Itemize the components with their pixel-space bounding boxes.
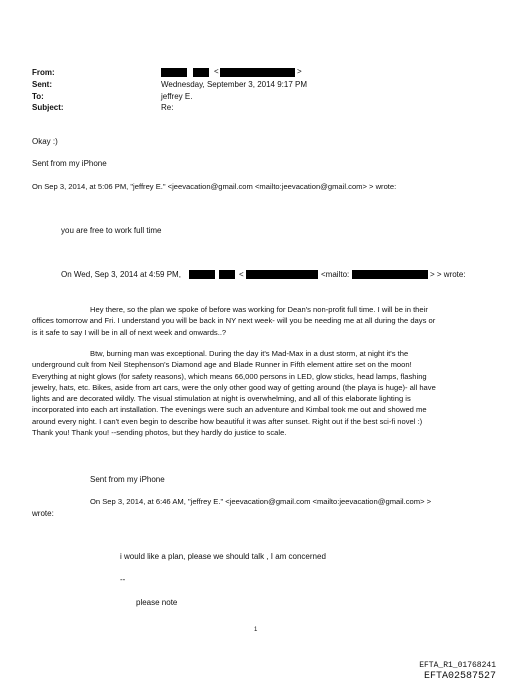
redaction-block xyxy=(220,68,295,77)
from-angle-close: > xyxy=(297,67,302,76)
redaction-block xyxy=(189,270,215,279)
page-number: 1 xyxy=(254,627,258,633)
paragraph-burning-man xyxy=(32,348,436,438)
redaction-block xyxy=(161,68,187,77)
paragraph-line: incorporated into each art installation. The evenings were such an adventure and Kimbal took me out and showed me xyxy=(32,405,427,415)
quote-header-2-mailto: <mailto: xyxy=(321,270,350,279)
sent-label: Sent: xyxy=(32,80,52,89)
quote-header-3: On Sep 3, 2014, at 6:46 AM, "jeffrey E." <jeevacation@gmail.com <mailto:jeevacation@gmail.com> > xyxy=(90,497,432,506)
reply-okay: Okay :) xyxy=(32,137,58,146)
paragraph-line: around every night. I can't even begin to describe how beautiful it was after sunset. Right out if the best sci-fi novel :) xyxy=(32,416,423,426)
to-label: To: xyxy=(32,92,44,101)
redaction-block xyxy=(246,270,318,279)
paragraph-line: Thank you! Thank you! --sending photos, but they hardly do justice to scale. xyxy=(32,428,287,438)
quote-header-2-lt: < xyxy=(239,270,244,279)
quote-header-3-wrote: wrote: xyxy=(32,509,54,518)
subject-value: Re: xyxy=(161,103,174,112)
sent-value: Wednesday, September 3, 2014 9:17 PM xyxy=(161,80,308,89)
from-label: From: xyxy=(32,68,55,77)
quote-header-2-prefix: On Wed, Sep 3, 2014 at 4:59 PM, xyxy=(61,270,181,279)
redaction-block xyxy=(219,270,235,279)
footer-doc-id-1: EFTA_R1_01768241 xyxy=(419,661,496,670)
sent-from-iphone-2: Sent from my iPhone xyxy=(90,475,165,484)
quoted-line-free: you are free to work full time xyxy=(61,226,162,235)
paragraph-line: lights and are decorated wildly. The visual stimulation at night is overwhelming, and all of this elaborate lighting is xyxy=(32,394,411,404)
paragraph-line: Everything at night glows (for safety reasons), which means 66,000 persons in LED, glow sticks, head lamps, flashing xyxy=(32,371,427,381)
paragraph-line: offices tomorrow and Fri. I understand you will be back in NY next week- will you be needing me at all during the days or xyxy=(32,316,436,326)
quote-header-1: On Sep 3, 2014, at 5:06 PM, "jeffrey E." <jeevacation@gmail.com <mailto:jeevacation@gmail.com> > wrote: xyxy=(32,182,397,191)
to-value: jeffrey E. xyxy=(161,92,193,101)
quoted-line-plan: i would like a plan, please we should talk , I am concerned xyxy=(120,552,326,561)
redaction-block xyxy=(193,68,209,77)
paragraph-plan xyxy=(32,304,435,338)
redaction-block xyxy=(352,270,428,279)
sent-from-iphone: Sent from my iPhone xyxy=(32,159,107,168)
paragraph-line: is it safe to say I will be in all of next week and onwards..? xyxy=(32,327,227,337)
quote-header-2-suffix: > > wrote: xyxy=(430,270,466,279)
paragraph-line: Hey there, so the plan we spoke of before was working for Dean's non-profit full time. I will be in their xyxy=(90,305,428,314)
subject-label: Subject: xyxy=(32,103,64,112)
quoted-line-dash: -- xyxy=(120,575,126,584)
footer-doc-id-2: EFTA02587527 xyxy=(423,671,496,682)
paragraph-line: underground cult from Neil Stephenson's Diamond age and Blade Runner in Fifth element attire set on the moon! xyxy=(32,360,412,370)
paragraph-line: Btw, burning man was exceptional. During the day it's Mad-Max in a dust storm, at night it's the xyxy=(90,349,409,358)
paragraph-line: jewelry, hats, etc. Bikes, aside from art cars, were the only other good way of getting around (the playa is huge)- all have xyxy=(32,382,436,392)
from-angle-open: < xyxy=(214,67,219,76)
quoted-line-please-note: please note xyxy=(136,598,178,607)
